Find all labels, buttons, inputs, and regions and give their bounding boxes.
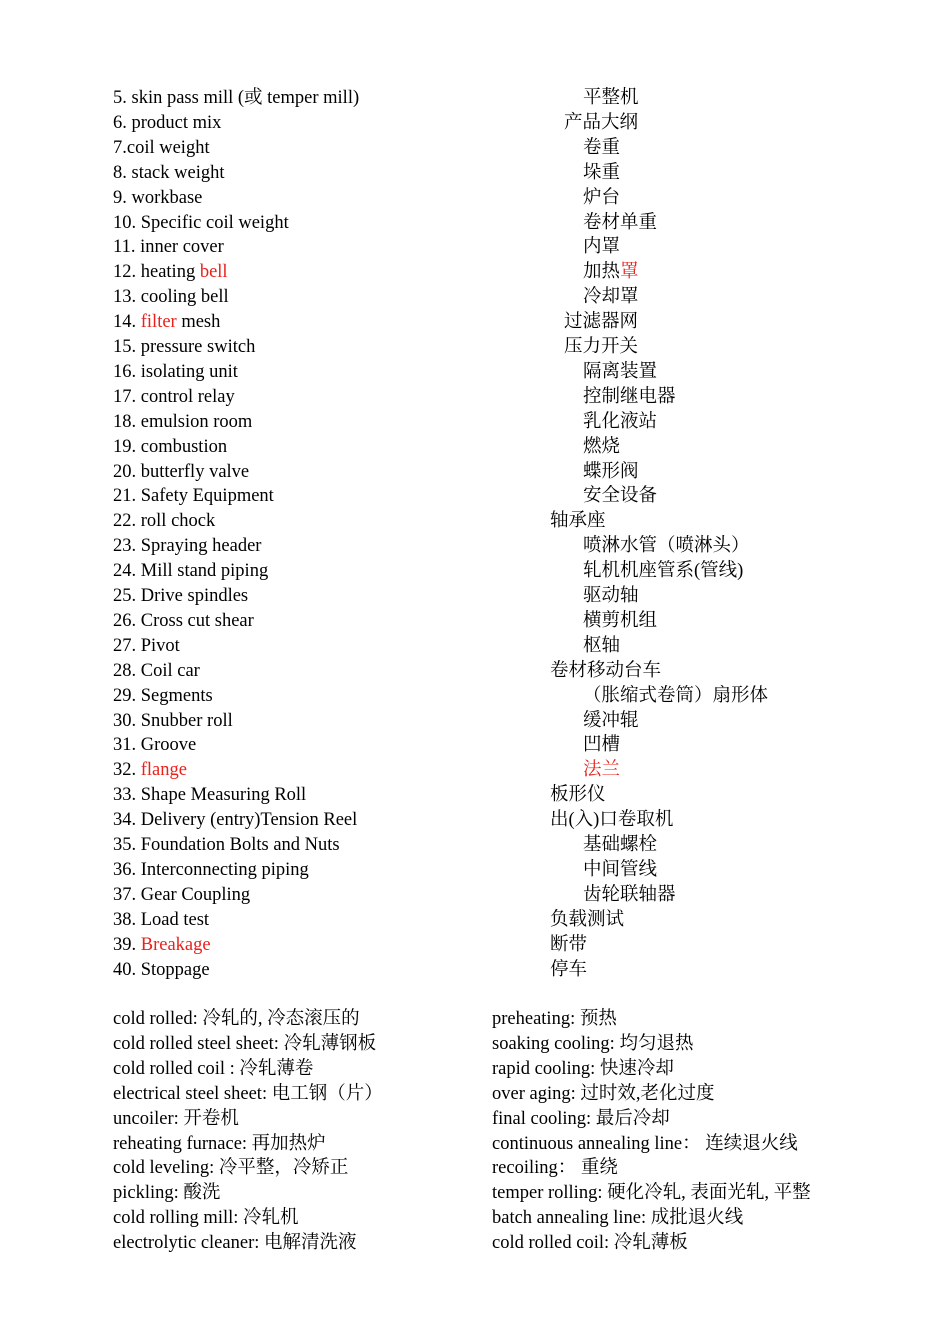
term-chinese [583,460,639,485]
term-chinese-text: 燃烧 [583,436,621,457]
term-number: 35. [113,835,141,855]
glossary-definition: 再加热炉 [251,1133,326,1154]
term-english [113,584,248,609]
term-row [0,933,950,958]
term-chinese [583,609,657,634]
glossary-entry [492,1057,674,1082]
term-chinese [583,235,620,260]
glossary-definition: 冷轧薄钢板 [283,1033,377,1054]
term-highlight: filter [140,312,177,333]
glossary-entry [113,1057,313,1082]
term-text: emulsion room [140,411,253,432]
term-text: Spraying header [140,536,262,557]
glossary-term: cold leveling: [113,1158,219,1179]
term-row [0,211,950,236]
glossary-row [0,1132,950,1157]
term-english [113,161,225,186]
term-chinese [583,709,639,734]
term-text: skin pass mill (或 temper mill) [131,88,360,108]
glossary-row [0,1181,950,1206]
term-number: 15. [113,337,141,357]
term-number: 32. [113,760,141,781]
term-number: 18. [113,411,141,432]
term-number: 7. [113,137,127,158]
term-text: workbase [131,187,203,208]
glossary-term: cold rolled: [113,1009,203,1029]
term-number: 11. [113,237,141,258]
term-chinese-text: 基础螺栓 [583,835,658,855]
glossary-term: electrical steel sheet: [113,1083,272,1104]
term-chinese-text: 产品大纲 [564,112,639,133]
term-chinese-text: 轴承座 [550,511,606,532]
term-number: 17. [113,386,141,407]
term-english [113,733,196,758]
term-number: 34. [113,810,141,831]
glossary-definition: 硬化冷轧, 表面光轧, 平整 [607,1183,811,1204]
term-text: Cross cut shear [140,610,254,631]
term-number: 23. [113,536,141,557]
glossary-term: over aging: [492,1083,581,1104]
term-chinese-text: 控制继电器 [583,386,676,407]
term-chinese [583,758,620,783]
term-chinese [550,908,624,933]
term-number: 33. [113,785,141,806]
glossary-entry [113,1107,239,1132]
term-chinese-text: 过滤器网 [564,312,639,333]
term-text: mesh [176,312,221,333]
term-english [113,684,213,709]
term-chinese-text: 压力开关 [564,337,639,357]
glossary-definition: 酸洗 [183,1183,221,1204]
term-number: 14. [113,312,141,333]
term-text: Groove [140,735,197,756]
term-chinese-text: （胀缩式卷筒）扇形体 [583,685,769,706]
term-chinese-text: 乳化液站 [583,411,658,432]
term-english [113,559,268,584]
term-row [0,808,950,833]
term-chinese [583,534,750,559]
term-row [0,783,950,808]
term-number: 6. [113,112,132,133]
term-row [0,335,950,360]
glossary-definition: 冷轧机 [243,1208,299,1229]
term-chinese [564,310,638,335]
term-chinese-text: 加热 [583,262,621,283]
term-chinese [583,86,639,111]
term-text: Segments [140,685,213,706]
glossary-term: cold rolled coil : [113,1058,240,1079]
term-english [113,808,357,833]
term-english [113,385,235,410]
term-text: isolating unit [140,361,238,382]
term-text: Stoppage [140,959,210,980]
term-chinese-text: 隔离装置 [583,361,658,382]
term-chinese-text: 炉台 [583,187,621,208]
term-chinese-text: 出(入)口卷取机 [550,810,674,831]
term-row [0,758,950,783]
term-english [113,509,215,534]
term-row [0,385,950,410]
term-chinese [550,509,606,534]
term-number: 10. [113,212,141,233]
term-chinese [583,733,620,758]
glossary-definition: 冷平整，冷矫正 [218,1158,349,1179]
glossary-definition: 电解清洗液 [264,1233,357,1254]
glossary-definition: 快速冷却 [599,1058,674,1079]
term-chinese-text: 中间管线 [583,859,658,880]
term-number: 40. [113,959,141,980]
term-english [113,410,252,435]
term-chinese-text: 板形仪 [550,785,606,806]
term-row [0,534,950,559]
glossary-definition: 重绕 [580,1158,618,1179]
term-chinese [564,335,638,360]
term-chinese-text: 喷淋水管（喷淋头） [583,536,750,557]
term-text: Foundation Bolts and Nuts [140,835,340,855]
term-english [113,136,210,161]
term-chinese-text: 断带 [550,934,588,955]
glossary-entry [492,1007,617,1032]
term-row [0,833,950,858]
glossary-entry [492,1181,811,1206]
term-number: 26. [113,610,141,631]
term-text: Safety Equipment [140,486,274,507]
term-row [0,161,950,186]
glossary-row [0,1057,950,1082]
term-number: 12. [113,262,141,283]
term-chinese-text: 内罩 [583,237,621,258]
term-text: heating [140,262,200,283]
glossary-definition: 冷轧的, 冷态滚压的 [202,1009,360,1029]
term-chinese [550,958,587,983]
term-row [0,410,950,435]
term-text: cooling bell [140,287,229,308]
term-text: Shape Measuring Roll [140,785,307,806]
term-english [113,235,224,260]
glossary-term: temper rolling: [492,1183,608,1204]
term-english [113,435,227,460]
term-chinese-text: 驱动轴 [583,586,639,606]
term-english [113,534,261,559]
term-row [0,186,950,211]
term-row [0,634,950,659]
term-chinese [583,136,620,161]
term-text: Mill stand piping [140,561,269,582]
term-text: Drive spindles [140,586,249,606]
term-english [113,609,254,634]
term-row [0,310,950,335]
glossary-row [0,1231,950,1256]
term-chinese [550,659,661,684]
term-english [113,709,233,734]
term-chinese [583,484,657,509]
term-row [0,285,950,310]
term-english [113,86,359,111]
glossary-term: continuous annealing line： [492,1133,706,1154]
glossary-row [0,1007,950,1032]
glossary-definition: 冷轧薄板 [613,1233,688,1254]
glossary-entry [113,1156,348,1181]
term-chinese [583,634,620,659]
term-row [0,684,950,709]
glossary-definition: 预热 [579,1009,617,1029]
term-text: control relay [140,386,235,407]
term-chinese [583,559,743,584]
term-chinese [583,285,639,310]
term-row [0,235,950,260]
term-chinese [583,833,657,858]
glossary-row [0,1156,950,1181]
glossary-entry [113,1181,220,1206]
glossary-definition: 最后冷却 [595,1108,670,1129]
term-english [113,111,221,136]
glossary-definition: 过时效,老化过度 [580,1083,715,1104]
term-row [0,111,950,136]
term-chinese [583,858,657,883]
term-chinese [583,435,620,460]
term-row [0,559,950,584]
term-number: 24. [113,561,141,582]
term-highlight: bell [199,262,228,283]
term-row [0,460,950,485]
term-chinese [550,808,673,833]
term-chinese-text: 凹槽 [583,735,621,756]
term-text: butterfly valve [140,461,250,482]
term-number: 30. [113,710,141,731]
term-chinese-text: 垛重 [583,162,621,183]
term-english [113,310,220,335]
term-chinese [583,260,639,285]
glossary-definition: 冷轧薄卷 [239,1058,314,1079]
term-chinese-text: 枢轴 [583,635,621,656]
glossary-term: final cooling: [492,1108,596,1129]
glossary-entry [492,1082,715,1107]
term-row [0,584,950,609]
term-text: combustion [140,436,228,457]
term-text: Pivot [140,635,180,656]
glossary-entry [492,1132,798,1157]
term-text: Snubber roll [140,710,233,731]
term-chinese [583,684,768,709]
term-chinese-text: 齿轮联轴器 [583,884,676,905]
term-row [0,733,950,758]
glossary-term: preheating: [492,1009,580,1029]
glossary-row [0,1082,950,1107]
glossary-entry [113,1132,326,1157]
term-english [113,908,209,933]
term-english [113,285,229,310]
glossary-term: pickling: [113,1183,184,1204]
term-row [0,609,950,634]
term-number: 20. [113,461,141,482]
term-english [113,260,228,285]
term-row [0,136,950,161]
term-number: 31. [113,735,141,756]
term-number: 37. [113,884,141,905]
term-number: 8. [113,162,132,183]
term-chinese [583,410,657,435]
term-english [113,833,340,858]
term-english [113,659,200,684]
glossary-term: cold rolled coil: [492,1233,614,1254]
term-text: Interconnecting piping [140,859,309,880]
term-chinese-highlight: 法兰 [583,760,621,781]
term-chinese-text: 冷却罩 [583,287,639,308]
term-text: product mix [131,112,222,133]
term-chinese-text: 缓冲辊 [583,710,639,731]
term-english [113,933,211,958]
term-english [113,858,309,883]
term-text: Load test [140,909,210,930]
term-number: 13. [113,287,141,308]
glossary-definition: 连续退火线 [705,1133,798,1154]
term-english [113,883,250,908]
term-chinese-text: 横剪机组 [583,610,658,631]
term-chinese [583,584,639,609]
term-text: Specific coil weight [140,212,289,233]
glossary-definition: 开卷机 [183,1108,239,1129]
term-highlight: flange [140,760,187,781]
term-number: 19. [113,436,141,457]
term-english [113,783,306,808]
term-row [0,260,950,285]
glossary-entry [113,1206,299,1231]
term-english [113,758,187,783]
glossary-entry [113,1032,376,1057]
glossary-row [0,1206,950,1231]
term-row [0,435,950,460]
glossary-term: rapid cooling: [492,1058,600,1079]
term-chinese [583,360,657,385]
term-text: stack weight [131,162,225,183]
term-text: Gear Coupling [140,884,251,905]
glossary-definition: 成批退火线 [650,1208,744,1229]
term-row [0,883,950,908]
term-number: 36. [113,859,141,880]
term-english [113,211,289,236]
glossary-term: cold rolling mill: [113,1208,244,1229]
term-chinese-text: 卷重 [583,137,621,158]
term-english [113,634,180,659]
term-number: 25. [113,586,141,606]
term-chinese-text: 卷材单重 [583,212,658,233]
term-english [113,335,255,360]
term-number: 5. [113,88,132,108]
term-chinese [583,186,620,211]
term-english [113,360,238,385]
term-english [113,460,249,485]
term-row [0,360,950,385]
glossary-definition: 电工钢（片） [271,1083,383,1104]
term-number: 38. [113,909,141,930]
term-chinese [583,385,676,410]
term-number: 29. [113,685,141,706]
term-chinese-highlight: 罩 [620,262,639,283]
term-chinese [550,933,587,958]
glossary-term: uncoiler: [113,1108,184,1129]
glossary-row [0,1107,950,1132]
glossary-term: soaking cooling: [492,1033,620,1054]
glossary-term: batch annealing line: [492,1208,651,1229]
term-number: 9. [113,187,132,208]
term-number: 27. [113,635,141,656]
glossary-entry [492,1231,688,1256]
term-text: roll chock [140,511,216,532]
glossary-term: electrolytic cleaner: [113,1233,264,1254]
glossary-entry [113,1082,383,1107]
term-chinese [564,111,638,136]
term-number: 22. [113,511,141,532]
term-chinese-text: 卷材移动台车 [550,660,662,681]
glossary-entry [113,1007,360,1032]
term-row [0,484,950,509]
term-row [0,509,950,534]
term-english [113,186,202,211]
term-text: inner cover [140,237,224,258]
term-number: 21. [113,486,141,507]
term-english [113,484,274,509]
glossary-entry [492,1107,670,1132]
term-chinese-text: 停车 [550,959,588,980]
term-chinese [550,783,606,808]
glossary-entry [113,1231,357,1256]
term-row [0,958,950,983]
term-highlight: Breakage [140,934,211,955]
glossary-definition: 均匀退热 [619,1033,694,1054]
term-row [0,908,950,933]
term-text: Coil car [140,660,200,681]
term-chinese-text: 安全设备 [583,486,658,507]
term-row [0,659,950,684]
term-number: 28. [113,660,141,681]
term-chinese-text: 平整机 [583,88,639,108]
term-chinese [583,161,620,186]
glossary-entry [492,1206,743,1231]
term-chinese-text: 轧机机座管系(管线) [583,561,744,582]
term-english [113,958,210,983]
term-number: 39. [113,934,141,955]
glossary-row [0,1032,950,1057]
glossary-term: cold rolled steel sheet: [113,1033,284,1054]
term-row [0,858,950,883]
term-text: Delivery (entry)Tension Reel [140,810,358,831]
term-row [0,709,950,734]
glossary-entry [492,1032,693,1057]
term-chinese [583,211,657,236]
term-row [0,86,950,111]
glossary-term: recoiling： [492,1158,581,1179]
term-text: pressure switch [140,337,256,357]
term-number: 16. [113,361,141,382]
glossary-term: reheating furnace: [113,1133,252,1154]
glossary-entry [492,1156,618,1181]
term-chinese [583,883,676,908]
term-chinese-text: 负载测试 [550,909,625,930]
term-chinese-text: 蝶形阀 [583,461,639,482]
term-text: coil weight [126,137,210,158]
